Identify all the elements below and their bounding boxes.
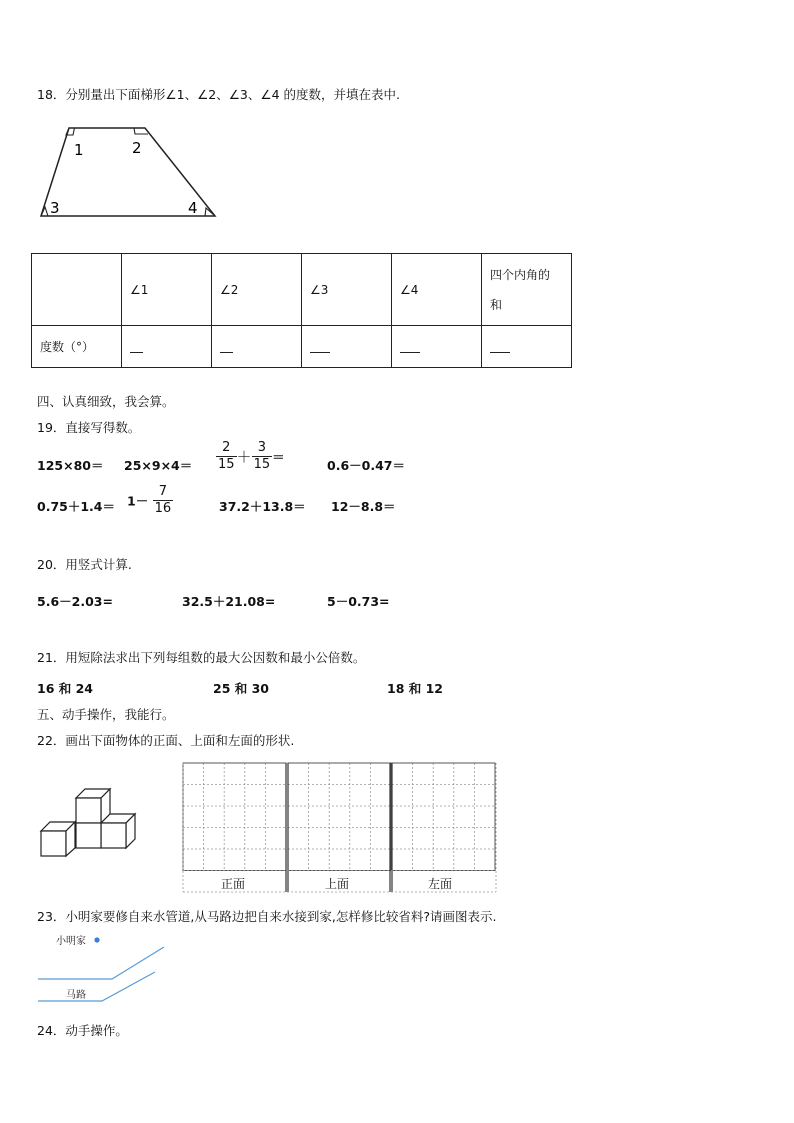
q19-item-2: 25×9×4＝ — [124, 458, 193, 473]
cube-front-face — [76, 823, 101, 848]
home-label: 小明家 — [56, 936, 86, 947]
q19-item-6 — [127, 484, 173, 517]
cube-front-face — [101, 823, 126, 848]
header-angle-2: ∠2 — [212, 254, 302, 326]
drawing-grid-2 — [288, 763, 391, 871]
q20-item-3: 5－0.73= — [327, 594, 390, 609]
fraction-7-16 — [153, 484, 174, 517]
fraction-2-15 — [216, 440, 237, 473]
answer-angle-3[interactable] — [302, 326, 392, 368]
fraction-denominator: 15 — [218, 457, 235, 472]
answer-angle-1[interactable] — [122, 326, 212, 368]
fraction-numerator: 3 — [257, 440, 266, 455]
q21-title: 21．用短除法求出下列每组数的最大公因数和最小公倍数。 — [37, 650, 366, 665]
q19-item-1: 125×80＝ — [37, 458, 104, 473]
q19-item-8: 12－8.8＝ — [331, 499, 396, 514]
q20-item-1: 5.6－2.03= — [37, 594, 113, 609]
q19-item-5: 0.75＋1.4＝ — [37, 499, 115, 514]
drawing-grid-1 — [183, 763, 286, 871]
header-sum — [482, 254, 572, 326]
q22-title: 22．画出下面物体的正面、上面和左面的形状. — [37, 733, 295, 748]
cube-stack-figure — [38, 786, 140, 858]
trapezoid-label-3: 3 — [50, 199, 60, 217]
drawing-grid-3 — [392, 763, 495, 871]
section-4-heading: 四、认真细致，我会算。 — [37, 394, 175, 409]
answer-blank[interactable] — [130, 342, 143, 353]
answer-blank[interactable] — [220, 342, 233, 353]
fraction-3-15 — [252, 440, 273, 473]
answer-angle-4[interactable] — [392, 326, 482, 368]
grid-label-left: 左面 — [428, 877, 453, 891]
table-corner-cell — [32, 254, 122, 326]
q19-item-7: 37.2＋13.8＝ — [219, 499, 306, 514]
q20-title: 20．用竖式计算. — [37, 557, 132, 572]
grid-label-front: 正面 — [221, 877, 246, 891]
home-dot-icon — [94, 937, 99, 942]
answer-angle-2[interactable] — [212, 326, 302, 368]
plus-sign: ＋ — [236, 448, 252, 466]
q19-title: 19．直接写得数。 — [37, 420, 141, 435]
q18-question: 18．分别量出下面梯形∠1、∠2、∠3、∠4 的度数，并填在表中. — [37, 87, 400, 102]
q19-item-3 — [216, 440, 285, 473]
fraction-numerator: 7 — [158, 484, 167, 499]
answer-blank[interactable] — [310, 342, 330, 353]
grid-label-top: 上面 — [325, 877, 350, 891]
trapezoid-label-4: 4 — [188, 199, 198, 217]
angle-table-value-row — [32, 326, 572, 368]
equals-sign: ＝ — [272, 449, 285, 465]
fraction-denominator: 16 — [154, 501, 172, 516]
road-edge-lower — [38, 972, 155, 1001]
q24-title: 24．动手操作。 — [37, 1023, 128, 1038]
header-angle-3: ∠3 — [302, 254, 392, 326]
answer-blank[interactable] — [400, 342, 420, 353]
answer-blank[interactable] — [490, 342, 510, 353]
trapezoid-figure — [38, 122, 220, 222]
road-label: 马路 — [66, 990, 86, 1001]
q21-item-1: 16 和 24 — [37, 681, 93, 696]
q19-item-4: 0.6－0.47＝ — [327, 458, 405, 473]
header-sum-line1: 四个内角的 — [490, 267, 551, 282]
row-label: 度数（°） — [32, 326, 122, 368]
trapezoid-label-1: 1 — [74, 141, 84, 159]
fraction-denominator: 15 — [253, 457, 271, 472]
header-angle-1: ∠1 — [122, 254, 212, 326]
road-figure — [36, 930, 170, 1010]
q21-item-2: 25 和 30 — [213, 681, 269, 696]
fraction-numerator: 2 — [222, 440, 231, 455]
angle-table-header-row — [32, 254, 572, 326]
one-minus: 1－ — [127, 493, 149, 509]
trapezoid-label-2: 2 — [132, 139, 142, 157]
road-edge-upper — [38, 947, 164, 979]
cube-front-face — [41, 831, 66, 856]
section-5-heading: 五、动手操作，我能行。 — [37, 707, 175, 722]
q21-item-3: 18 和 12 — [387, 681, 443, 696]
q23-title: 23．小明家要修自来水管道,从马路边把自来水接到家,怎样修比较省料?请画图表示. — [37, 909, 497, 924]
angle-table — [31, 253, 572, 368]
header-angle-4: ∠4 — [392, 254, 482, 326]
cube-front-face — [76, 798, 101, 823]
answer-sum[interactable] — [482, 326, 572, 368]
q20-item-2: 32.5＋21.08= — [182, 594, 276, 609]
header-sum-line2: 和 — [490, 297, 503, 312]
